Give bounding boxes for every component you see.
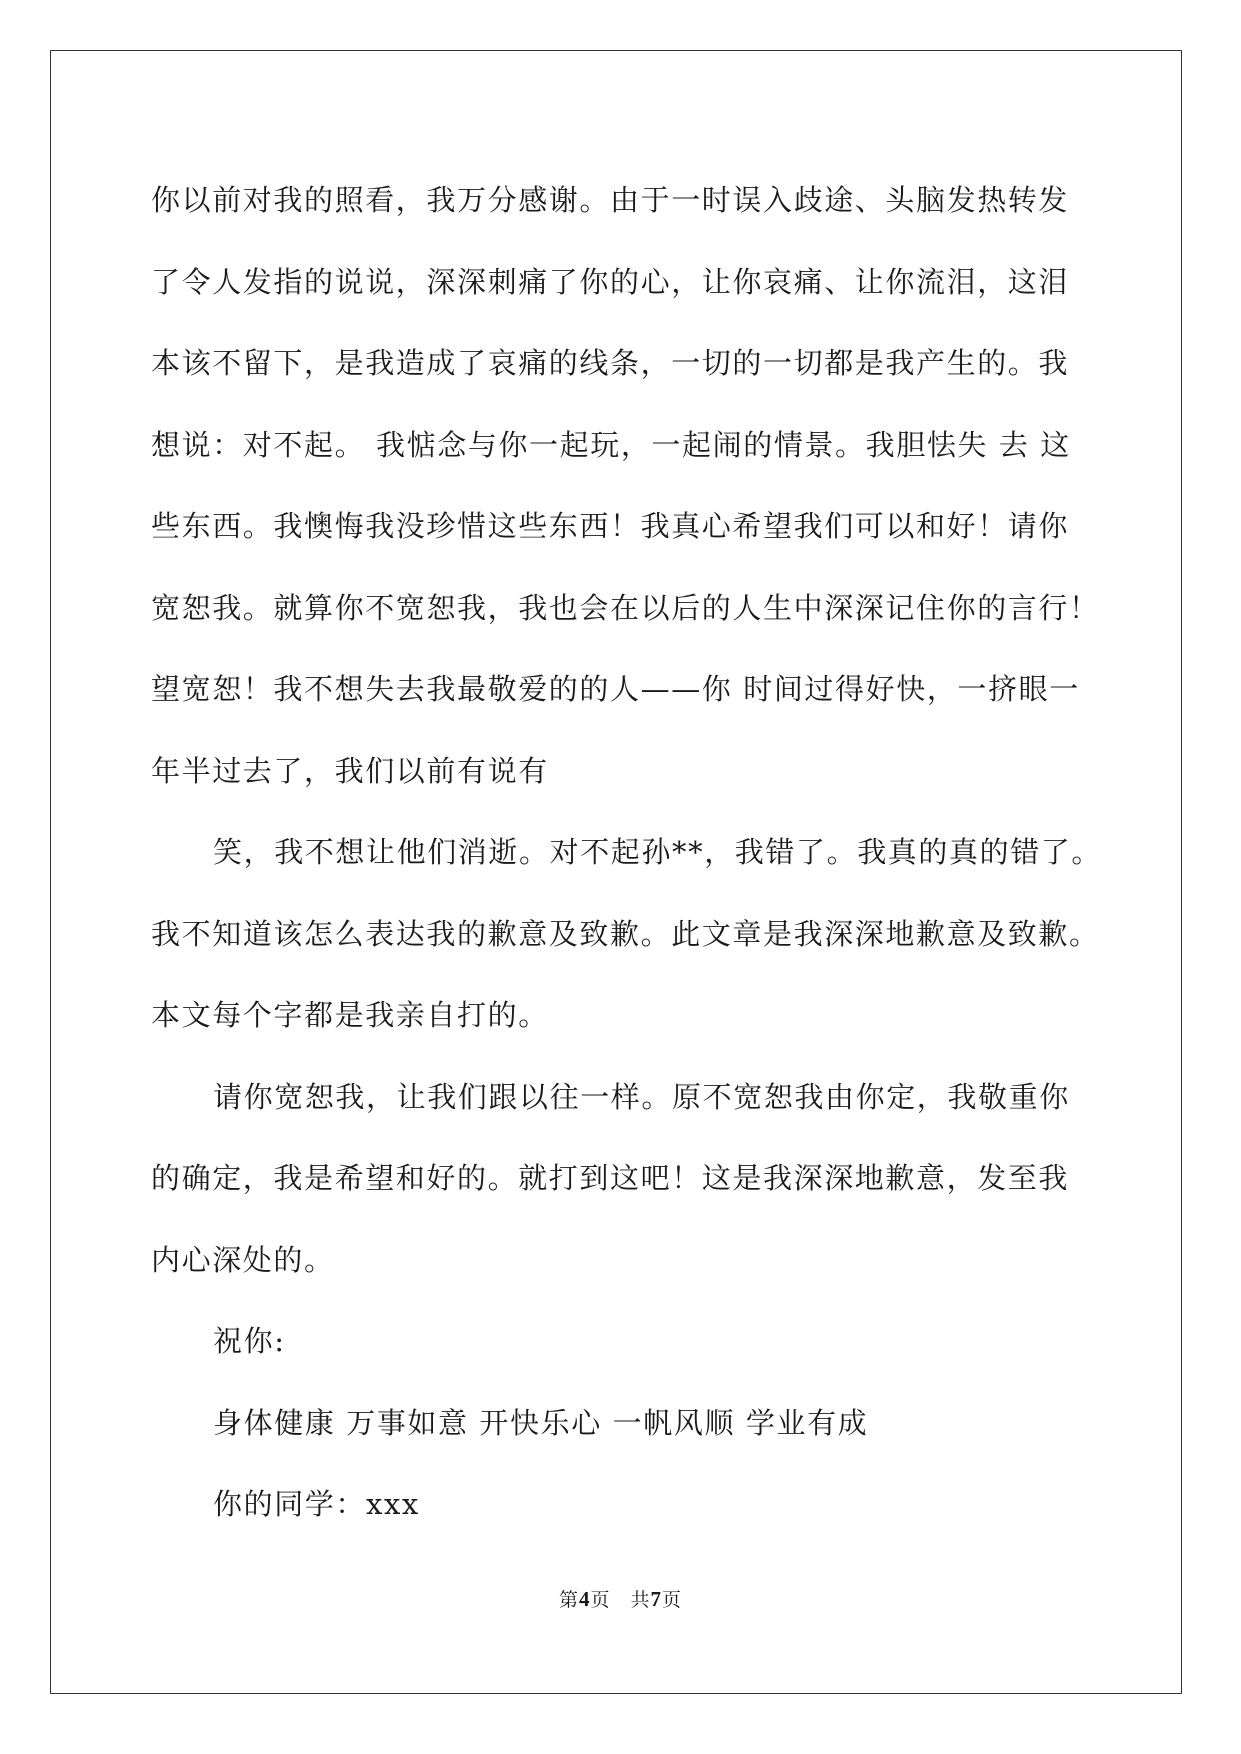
paragraph-signature (151, 1464, 1101, 1546)
paragraph-greeting (151, 1301, 1101, 1383)
current-page-number: 4 (578, 1587, 591, 1611)
document-body (151, 160, 1101, 1546)
text-line: 内心深处的。 (151, 1242, 335, 1277)
signature-line: 你的同学：xxx (213, 1487, 420, 1521)
text-line: 想说：对不起。 我惦念与你一起玩，一起闹的情景。我胆怯失 去 这 (151, 427, 1071, 462)
greeting-line: 祝你: (213, 1324, 286, 1358)
text-line: 请你宽恕我，让我们跟以往一样。原不宽恕我由你定，我敬重你 (213, 1079, 1070, 1114)
text-line: 笑，我不想让他们消逝。对不起孙**，我错了。我真的真的错了。 (213, 835, 1103, 869)
text-line: 宽恕我。就算你不宽恕我，我也会在以后的人生中深深记住你的言行！ (151, 590, 1100, 625)
total-pages-number: 7 (650, 1587, 662, 1611)
footer-middle: 页 共 (590, 1589, 651, 1611)
paragraph-apology (151, 812, 1101, 1057)
text-line: 了令人发指的说说，深深刺痛了你的心，让你哀痛、让你流泪，这泪 (151, 264, 1070, 299)
footer-prefix: 第 (558, 1589, 579, 1611)
footer-suffix: 页 (662, 1589, 683, 1611)
text-line: 年半过去了，我们以前有说有 (151, 753, 549, 788)
text-line: 的确定，我是希望和好的。就打到这吧！这是我深深地歉意，发至我 (151, 1161, 1070, 1195)
text-line: 望宽恕！我不想失去我最敬爱的的人——你 时间过得好快，一挤眼一 (151, 672, 1080, 706)
paragraph-wishes (151, 1383, 1101, 1465)
page-footer (0, 1585, 1241, 1612)
text-line: 本该不留下，是我造成了哀痛的线条，一切的一切都是我产生的。我 (151, 346, 1070, 380)
text-line: 你以前对我的照看，我万分感谢。由于一时误入歧途、头脑发热转发 (151, 183, 1070, 217)
text-line: 本文每个字都是我亲自打的。 (151, 998, 549, 1032)
paragraph-request (151, 1057, 1101, 1302)
text-line: 我不知道该怎么表达我的歉意及致歉。此文章是我深深地歉意及致歉。 (151, 916, 1100, 951)
wishes-line: 身体健康 万事如意 开快乐心 一帆风顺 学业有成 (213, 1405, 869, 1440)
paragraph-main (151, 160, 1101, 812)
text-line: 些东西。我懊悔我没珍惜这些东西！我真心希望我们可以和好！请你 (151, 509, 1070, 543)
